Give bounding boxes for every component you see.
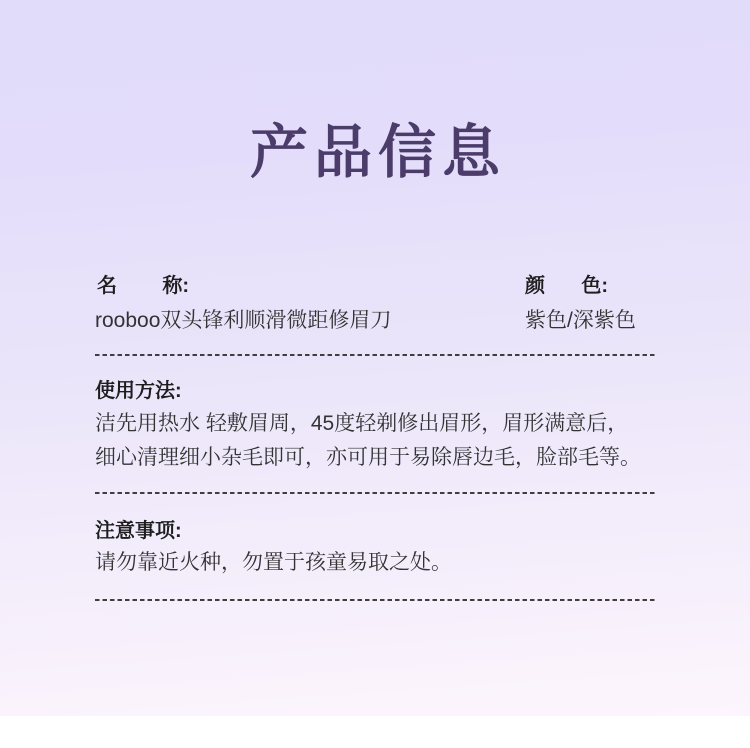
usage-section-text [95, 407, 641, 475]
name-label-part-2: 称: [162, 275, 189, 297]
color-label-part-1: 颜 [525, 275, 545, 297]
page-title: 产品信息 [249, 118, 506, 186]
notice-section-label: 注意事项: [95, 520, 182, 542]
name-value: rooboo双头锋利顺滑微距修眉刀 [95, 309, 392, 332]
color-value: 紫色/深紫色 [525, 309, 636, 332]
usage-text-line-2: 细心清理细小杂毛即可，亦可用于易除唇边毛，脸部毛等。 [95, 446, 641, 469]
usage-section-label: 使用方法: [95, 380, 182, 402]
dashed-divider-top [95, 354, 657, 356]
notice-section-text: 请勿靠近火种，勿置于孩童易取之处。 [95, 551, 452, 574]
usage-text-line-1: 洁先用热水 轻敷眉周，45度轻剃修出眉形，眉形满意后， [95, 412, 629, 435]
name-label-part-1: 名 [97, 275, 117, 297]
name-label [97, 272, 189, 300]
dashed-divider-bottom [95, 599, 657, 601]
dashed-divider-middle [95, 492, 657, 494]
white-footer-strip [0, 716, 750, 748]
color-label-part-2: 色: [581, 275, 608, 297]
color-label [525, 272, 608, 300]
